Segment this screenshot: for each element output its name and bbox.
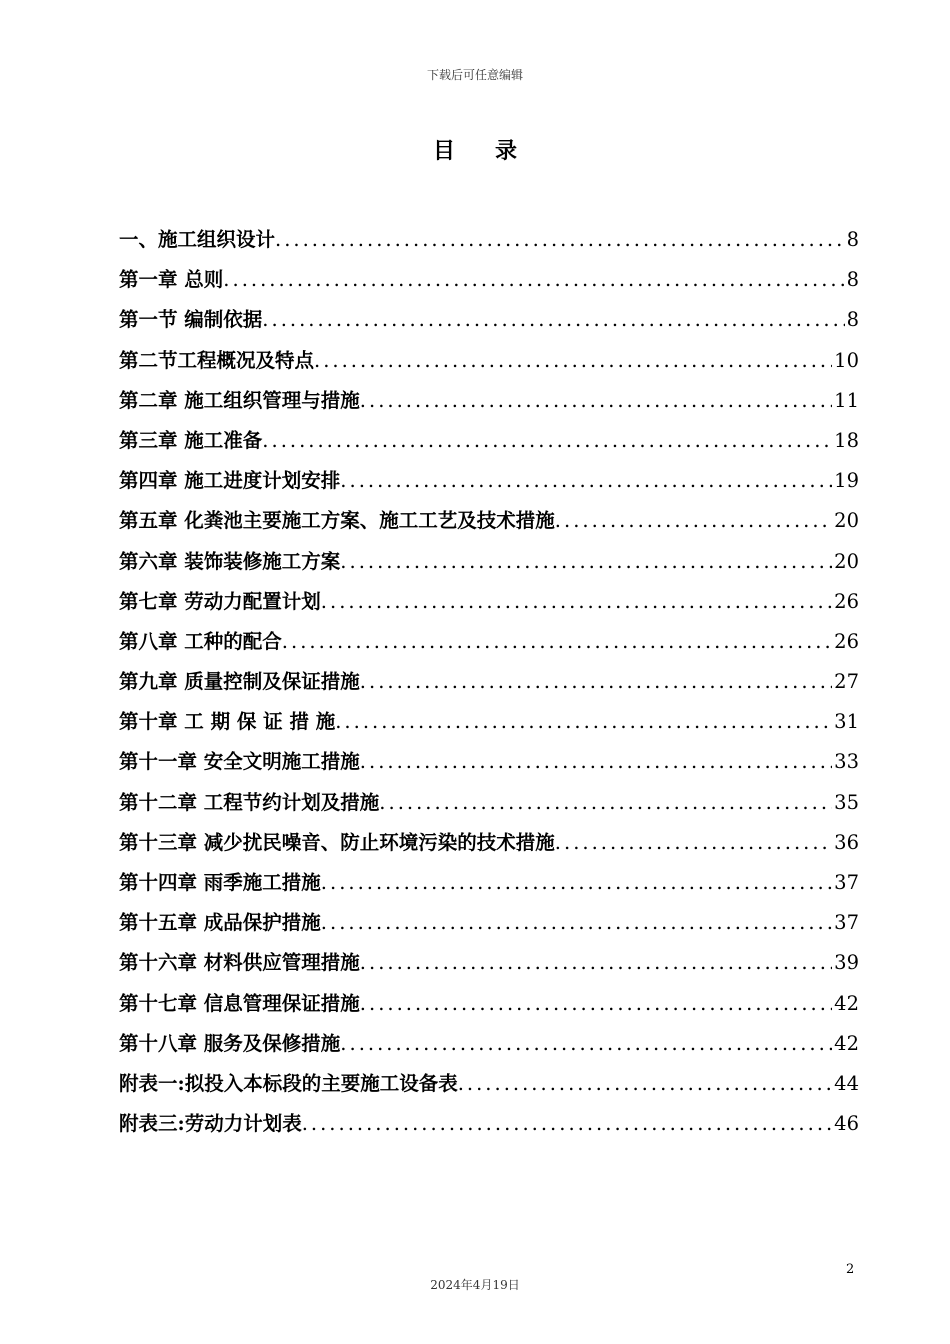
page-header: 下载后可任意编辑 [426,68,523,82]
toc-leader-dots [262,429,832,452]
toc-entry[interactable] [119,787,859,827]
page-title: 目录 [432,138,557,164]
table-of-contents [119,224,859,1148]
toc-entry-label: 第八章 工种的配合 [119,629,282,653]
toc-entry-page: 26 [834,629,859,653]
toc-entry-page: 42 [834,1031,859,1055]
toc-leader-dots [379,791,832,814]
toc-leader-dots [360,389,832,412]
toc-leader-dots [340,1032,832,1055]
toc-entry-label: 第十二章 工程节约计划及措施 [119,790,380,814]
toc-entry-page: 11 [834,388,859,412]
toc-entry-page: 35 [834,790,859,814]
toc-leader-dots [262,308,844,331]
toc-entry-label: 第五章 化粪池主要施工方案、施工工艺及技术措施 [119,509,555,533]
toc-entry[interactable] [119,264,859,304]
toc-entry-page: 18 [834,428,859,452]
toc-entry[interactable] [119,586,859,626]
toc-entry-page: 27 [834,670,859,694]
toc-entry[interactable] [119,947,859,987]
toc-entry[interactable] [119,988,859,1028]
toc-entry-label: 第三章 施工准备 [119,428,263,452]
toc-entry-label: 第九章 质量控制及保证措施 [119,670,360,694]
toc-entry-page: 42 [834,991,859,1015]
toc-leader-dots [360,750,832,773]
toc-entry[interactable] [119,706,859,746]
toc-leader-dots [275,228,845,251]
toc-entry-label: 附表三:劳动力计划表 [119,1112,302,1136]
toc-entry-page: 31 [834,710,859,734]
toc-entry-page: 8 [846,268,859,292]
toc-entry-label: 第十六章 材料供应管理措施 [119,951,360,975]
toc-entry[interactable] [119,827,859,867]
toc-entry[interactable] [119,626,859,666]
toc-entry[interactable] [119,867,859,907]
toc-entry-label: 第六章 装饰装修施工方案 [119,549,341,573]
toc-entry-label: 第十五章 成品保护措施 [119,911,321,935]
toc-entry[interactable] [119,465,859,505]
toc-entry-label: 第七章 劳动力配置计划 [119,589,321,613]
toc-entry[interactable] [119,304,859,344]
toc-entry-page: 20 [834,509,859,533]
toc-entry[interactable] [119,907,859,947]
toc-entry-page: 8 [846,228,859,251]
toc-leader-dots [360,670,832,693]
toc-leader-dots [321,911,832,934]
toc-leader-dots [321,871,832,894]
toc-leader-dots [223,268,844,291]
toc-leader-dots [321,590,832,613]
toc-entry-page: 36 [834,830,859,854]
toc-leader-dots [282,630,832,653]
page-footer-date: 2024年4月19日 [430,1278,520,1292]
toc-entry-label: 第十章 工 期 保 证 措 施 [119,710,336,734]
toc-entry[interactable] [119,746,859,786]
toc-entry[interactable] [119,425,859,465]
toc-entry-page: 37 [834,871,859,894]
toc-entry[interactable] [119,1028,859,1068]
toc-entry-label: 第一章 总则 [119,268,224,292]
toc-entry-page: 8 [846,308,859,332]
toc-entry-label: 第一节 编制依据 [119,308,263,332]
toc-leader-dots [555,509,832,532]
toc-entry[interactable] [119,666,859,706]
toc-leader-dots [314,349,832,372]
toc-entry-label: 第十四章 雨季施工措施 [119,871,321,894]
toc-entry[interactable] [119,1068,859,1108]
toc-entry-label: 一、施工组织设计 [119,228,276,251]
toc-entry-page: 19 [834,469,859,493]
toc-entry[interactable] [119,505,859,545]
toc-leader-dots [340,469,832,492]
toc-entry-label: 第二章 施工组织管理与措施 [119,388,360,412]
toc-entry[interactable] [119,385,859,425]
toc-entry-page: 20 [834,549,859,573]
toc-entry-page: 46 [834,1112,859,1136]
toc-leader-dots [360,951,832,974]
toc-leader-dots [335,710,832,733]
toc-entry-label: 第十七章 信息管理保证措施 [119,991,360,1015]
toc-entry-page: 44 [834,1071,859,1095]
toc-entry[interactable] [119,546,859,586]
toc-entry[interactable] [119,345,859,385]
page-number: 2 [846,1262,855,1277]
toc-entry-label: 第十一章 安全文明施工措施 [119,750,360,774]
toc-entry[interactable] [119,224,859,264]
toc-entry-page: 33 [834,750,859,774]
toc-entry-page: 26 [834,589,859,613]
toc-leader-dots [458,1072,832,1095]
toc-entry-label: 第二节工程概况及特点 [119,348,315,372]
toc-entry-page: 10 [834,348,859,372]
toc-entry-label: 第四章 施工进度计划安排 [119,469,341,493]
toc-leader-dots [340,550,832,573]
toc-leader-dots [555,831,832,854]
toc-leader-dots [302,1112,832,1135]
toc-entry-page: 39 [834,951,859,975]
toc-entry-label: 第十三章 减少扰民噪音、防止环境污染的技术措施 [119,830,555,854]
toc-entry-page: 37 [834,911,859,935]
toc-entry-label: 第十八章 服务及保修措施 [119,1031,341,1055]
toc-leader-dots [360,992,832,1015]
toc-entry-label: 附表一:拟投入本标段的主要施工设备表 [119,1071,458,1095]
toc-entry[interactable] [119,1108,859,1148]
